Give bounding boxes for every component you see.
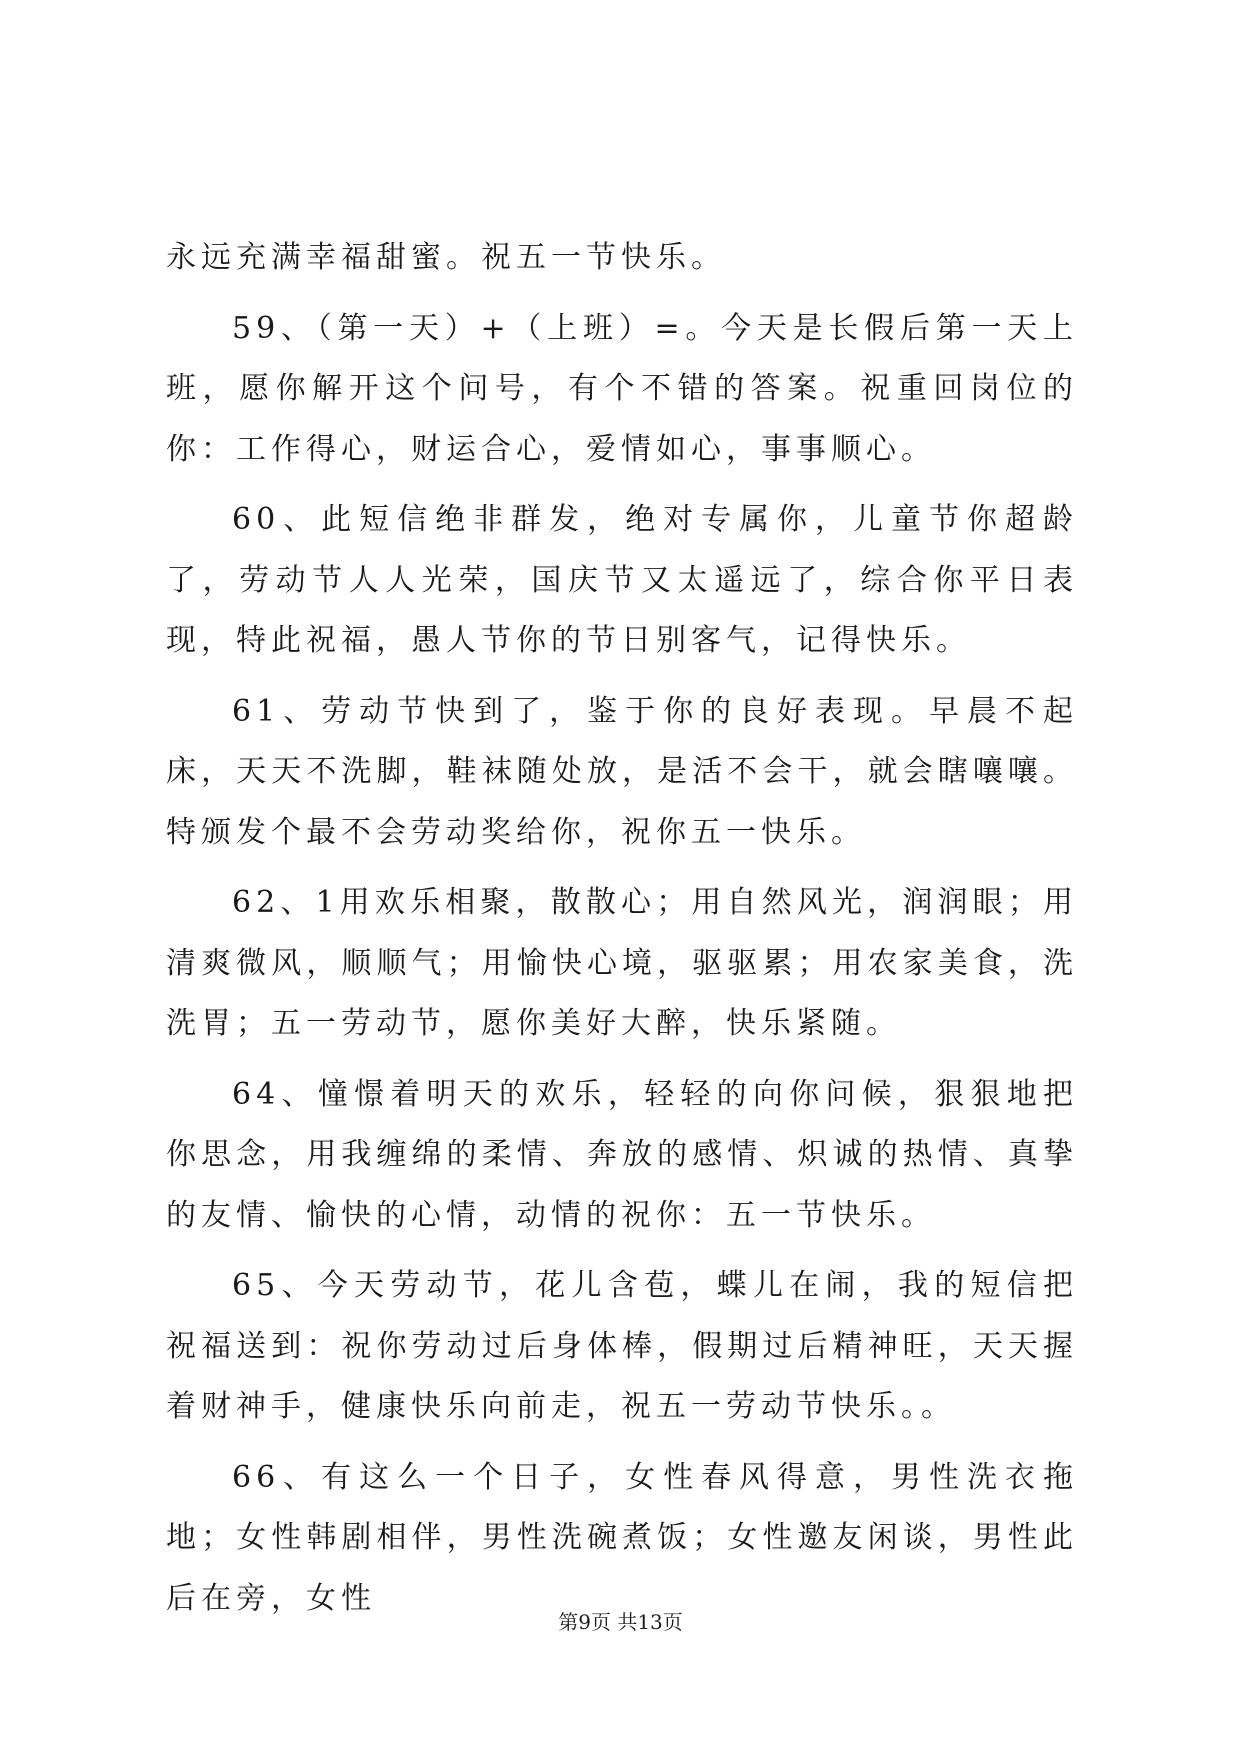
paragraph-61: 61、劳动节快到了，鉴于你的良好表现。早晨不起床，天天不洗脚，鞋袜随处放，是活不会干，就会瞎嚷嚷。特颁发个最不会劳动奖给你，祝你五一快乐。 <box>166 693 1078 850</box>
paragraph-continuation: 永远充满幸福甜蜜。祝五一节快乐。 <box>166 240 726 275</box>
document-body <box>166 228 1078 1639</box>
paragraph-66: 66、有这么一个日子，女性春风得意，男性洗衣拖地；女性韩剧相伴，男性洗碗煮饭；女性邀友闲谈，男性此后在旁，女性 <box>166 1459 1078 1616</box>
paragraph-65: 65、今天劳动节，花儿含苞，蝶儿在闹，我的短信把祝福送到：祝你劳动过后身体棒，假期过后精神旺，天天握着财神手，健康快乐向前走，祝五一劳动节快乐。。 <box>166 1268 1078 1424</box>
page-number-footer: 第9页 共13页 <box>558 1610 683 1634</box>
paragraph-59: 59、（第一天）+（上班）=。今天是长假后第一天上班，愿你解开这个问号，有个不错的答案。祝重回岗位的你：工作得心，财运合心，爱情如心，事事顺心。 <box>166 310 1078 467</box>
paragraph-60: 60、此短信绝非群发，绝对专属你，儿童节你超龄了，劳动节人人光荣，国庆节又太遥远了，综合你平日表现，特此祝福，愚人节你的节日别客气，记得快乐。 <box>166 502 1078 658</box>
paragraph-64: 64、憧憬着明天的欢乐，轻轻的向你问候，狠狠地把你思念，用我缠绵的柔情、奔放的感情、炽诚的热情、真挚的友情、愉快的心情，动情的祝你：五一节快乐。 <box>166 1076 1078 1233</box>
paragraph-62: 62、1用欢乐相聚，散散心；用自然风光，润润眼；用清爽微风，顺顺气；用愉快心境，驱驱累；用农家美食，洗洗胃；五一劳动节，愿你美好大醉，快乐紧随。 <box>166 885 1078 1041</box>
